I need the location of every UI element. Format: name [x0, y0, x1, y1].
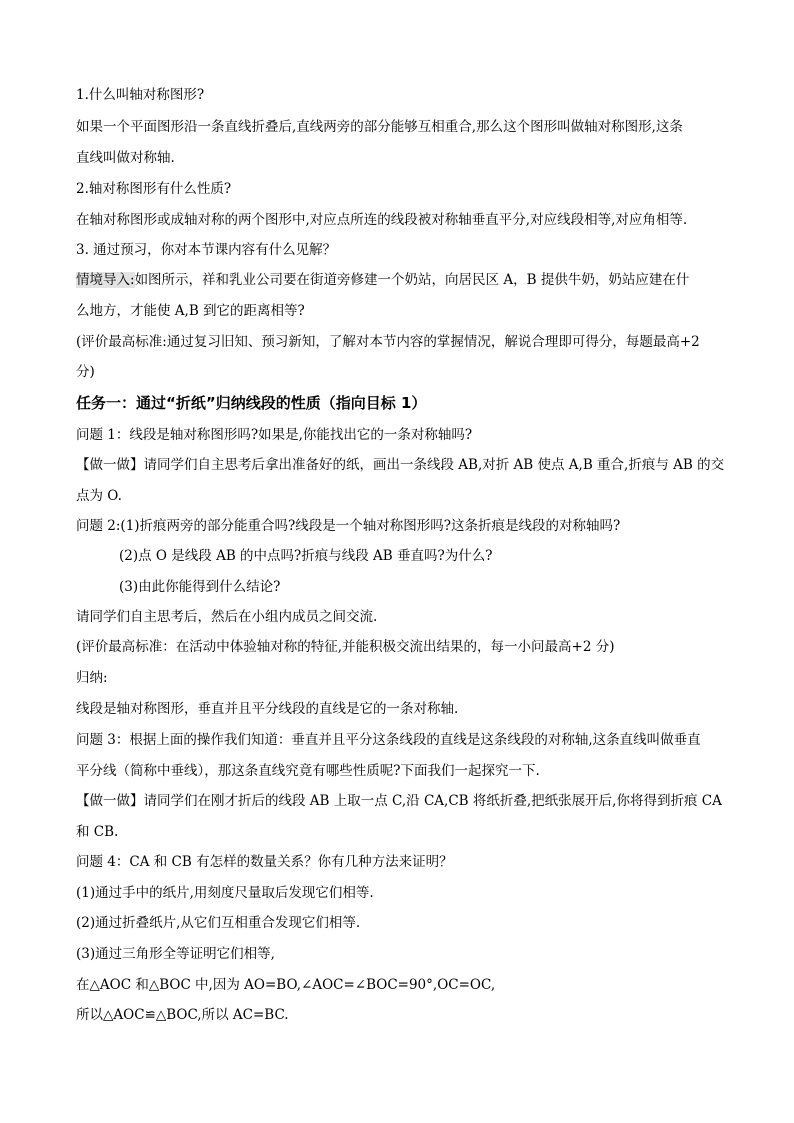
problem-3-line-1: 问题 3：根据上面的操作我们知道：垂直并且平分这条线段的直线是这条线段的对称轴,这条直线叫做垂直	[76, 732, 701, 748]
answer-1-line-2: 直线叫做对称轴.	[76, 150, 175, 166]
problem-2-part-2: (2)点 O 是线段 AB 的中点吗?折痕与线段 AB 垂直吗?为什么?	[119, 548, 493, 564]
discussion-prompt: 请同学们自主思考后，然后在小组内成员之间交流.	[76, 609, 378, 625]
scenario-intro-line-1	[76, 270, 689, 290]
evaluation-note-2: (评价最高标准：在活动中体验轴对称的特征,并能积极交流出结果的，每一小问最高+2 分)	[76, 639, 615, 655]
problem-2-part-1: 问题 2:(1)折痕两旁的部分能重合吗?线段是一个轴对称图形吗?这条折痕是线段的对称轴吗?	[76, 518, 621, 534]
review-question-2: 2.轴对称图形有什么性质?	[76, 181, 232, 197]
review-question-3: 3. 通过预习，你对本节课内容有什么见解？	[76, 242, 337, 258]
method-1: (1)通过手中的纸片,用刻度尺量取后发现它们相等.	[76, 885, 374, 901]
problem-3-line-2: 平分线（简称中垂线），那这条直线究竟有哪些性质呢?下面我们一起探究一下.	[76, 763, 540, 779]
scenario-label: 情境导入:	[76, 272, 135, 288]
answer-1-line-1: 如果一个平面图形沿一条直线折叠后,直线两旁的部分能够互相重合,那么这个图形叫做轴对称图形,这条	[76, 119, 683, 135]
method-2: (2)通过折叠纸片,从它们互相重合发现它们相等.	[76, 915, 361, 931]
activity-2-line-2: 和 CB.	[76, 824, 119, 840]
answer-2: 在轴对称图形或成轴对称的两个图形中,对应点所连的线段被对称轴垂直平分,对应线段相等,对应角相等.	[76, 212, 688, 228]
proof-line-1: 在△AOC 和△BOC 中,因为 AO=BO,∠AOC=∠BOC=90°,OC=OC,	[76, 977, 496, 993]
problem-2-part-3: (3)由此你能得到什么结论?	[119, 579, 281, 595]
scenario-intro-line-2: 么地方，才能使 A,B 到它的距离相等?	[76, 303, 305, 319]
summary-label: 归纳:	[76, 670, 108, 686]
activity-1-line-1: 【做一做】请同学们自主思考后拿出准备好的纸，画出一条线段 AB,对折 AB 使点 A,B 重合,折痕与 AB 的交	[76, 457, 725, 473]
scenario-text: 如图所示，祥和乳业公司要在街道旁修建一个奶站，向居民区 A，B 提供牛奶，奶站应建在什	[134, 272, 690, 288]
evaluation-note-1-line-1: (评价最高标准:通过复习旧知、预习新知，了解对本节内容的掌握情况，解说合理即可得分，每题最高+2	[76, 334, 700, 350]
task-1-heading: 任务一：通过“折纸”归纳线段的性质（指向目标 1）	[76, 394, 427, 412]
activity-2-line-1: 【做一做】请同学们在刚才折后的线段 AB 上取一点 C,沿 CA,CB 将纸折叠,把纸张展开后,你将得到折痕 CA	[76, 793, 722, 809]
evaluation-note-1-line-2: 分)	[76, 364, 95, 380]
review-question-1: 1.什么叫轴对称图形?	[76, 87, 205, 103]
method-3: (3)通过三角形全等证明它们相等,	[76, 946, 275, 962]
problem-4: 问题 4：CA 和 CB 有怎样的数量关系？你有几种方法来证明？	[76, 854, 453, 870]
activity-1-line-2: 点为 O.	[76, 488, 122, 504]
summary-text: 线段是轴对称图形，垂直并且平分线段的直线是它的一条对称轴.	[76, 701, 459, 717]
proof-line-2: 所以△AOC≌△BOC,所以 AC=BC.	[76, 1007, 289, 1023]
problem-1: 问题 1：线段是轴对称图形吗?如果是,你能找出它的一条对称轴吗?	[76, 427, 473, 443]
